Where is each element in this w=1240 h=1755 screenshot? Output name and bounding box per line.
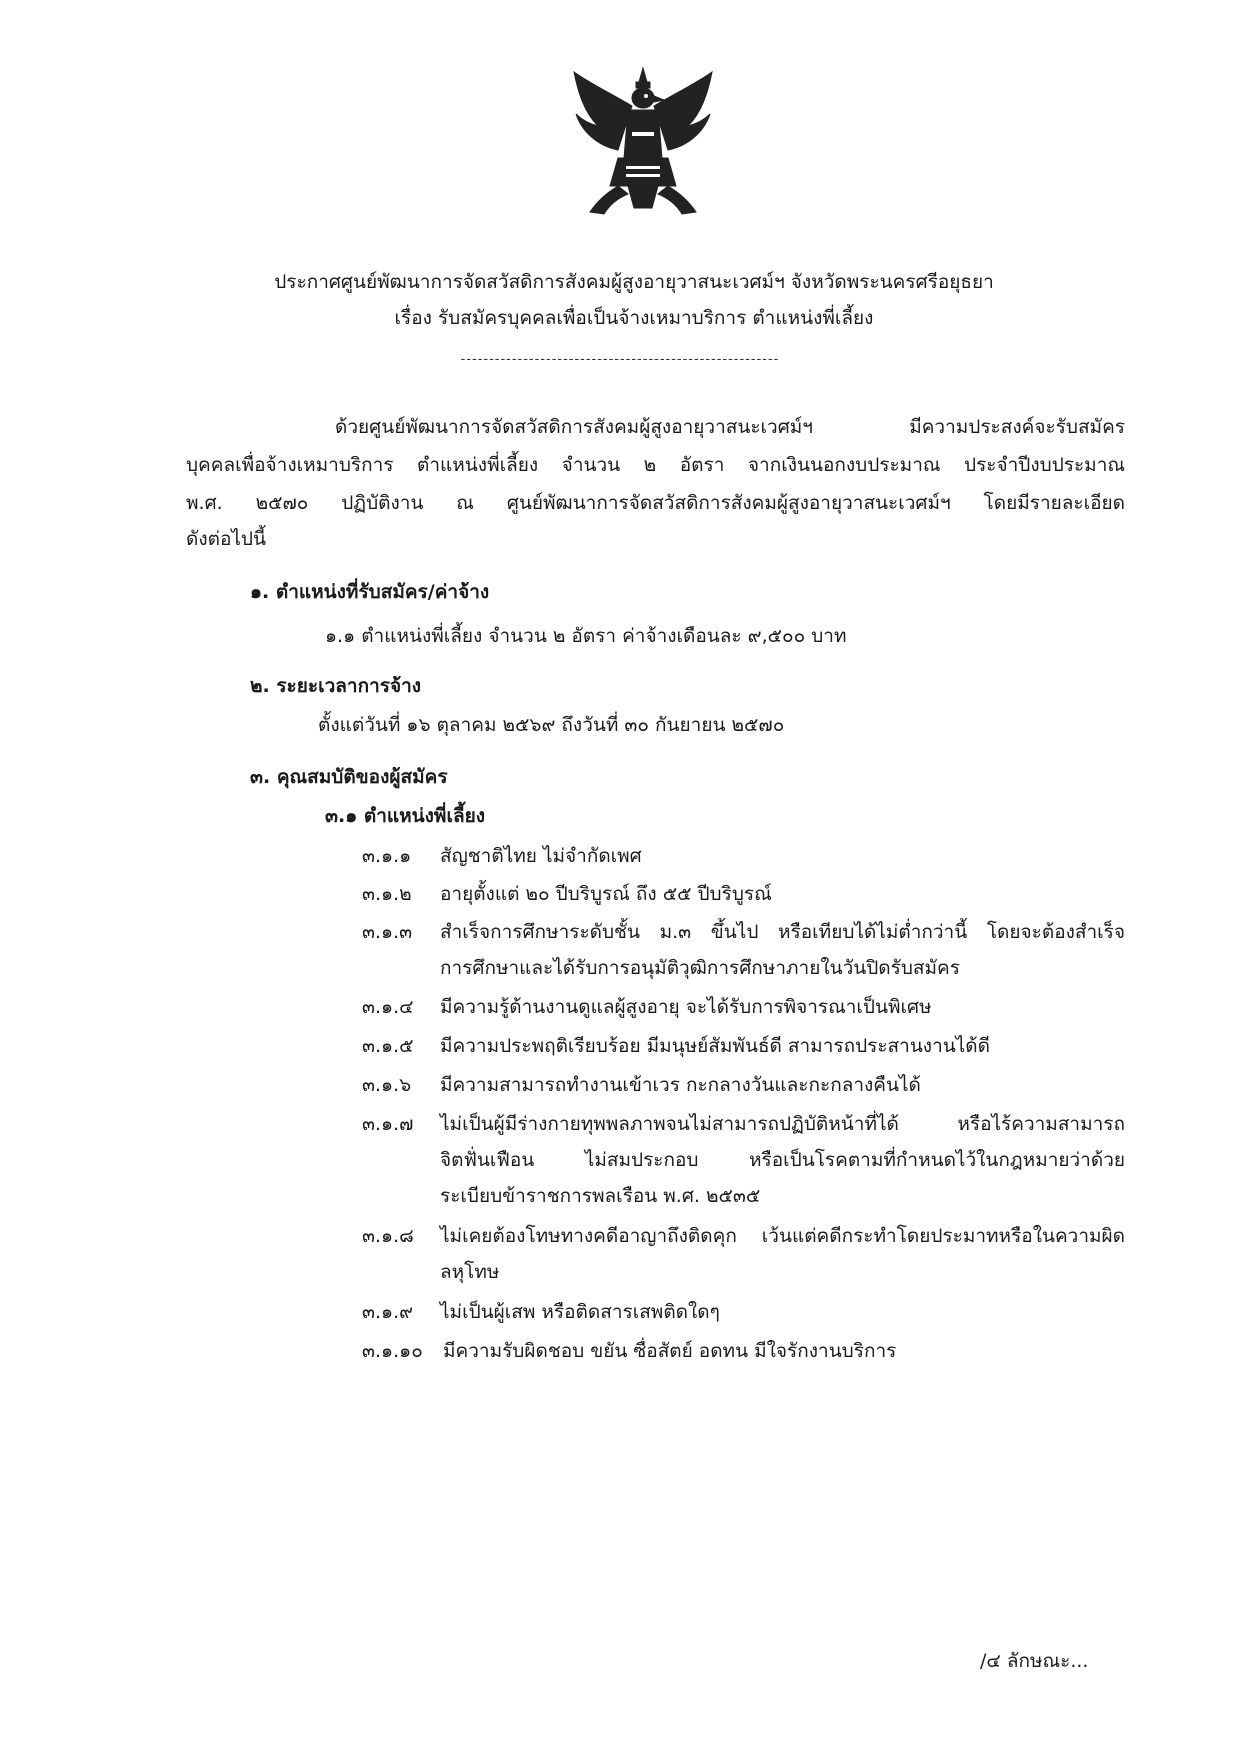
qualification-number: ๓.๑.๓ [362,921,413,943]
qualification-text: ไม่เป็นผู้เสพ หรือติดสารเสพติดใดๆ [440,1301,720,1323]
qualification-text-continued: การศึกษาและได้รับการอนุมัติวุฒิการศึกษาภายในวันปิดรับสมัคร [440,957,960,979]
qualification-number: ๓.๑.๒ [362,883,412,905]
qualification-text-continued: จิตฟั่นเฟือน ไม่สมประกอบ หรือเป็นโรคตามที่กำหนดไว้ในกฎหมายว่าด้วย [440,1149,1125,1171]
intro-line-2: บุคคลเพื่อจ้างเหมาบริการ ตำแหน่งพี่เลี้ยง จำนวน ๒ อัตรา จากเงินนอกงบประมาณ ประจำปีงบประมาณ [186,454,1125,476]
section-2-heading: ๒. ระยะเวลาการจ้าง [250,675,422,697]
qualification-number: ๓.๑.๑๐ [362,1340,423,1362]
section-1-item: ๑.๑ ตำแหน่งพี่เลี้ยง จำนวน ๒ อัตรา ค่าจ้างเดือนละ ๙,๕๐๐ บาท [325,625,847,647]
qualification-text: สำเร็จการศึกษาระดับชั้น ม.๓ ขึ้นไป หรือเทียบได้ไม่ต่ำกว่านี้ โดยจะต้องสำเร็จ [440,921,1125,943]
intro-line-1: ด้วยศูนย์พัฒนาการจัดสวัสดิการสังคมผู้สูงอายุวาสนะเวศม์ฯ มีความประสงค์จะรับสมัคร [335,416,1125,438]
qualification-number: ๓.๑.๖ [362,1074,412,1096]
announcement-title: ประกาศศูนย์พัฒนาการจัดสวัสดิการสังคมผู้สูงอายุวาสนะเวศม์ฯ จังหวัดพระนครศรีอยุธยา [274,271,994,293]
qualification-number: ๓.๑.๑ [362,845,412,867]
qualification-number: ๓.๑.๕ [362,1035,414,1057]
qualification-text: มีความรับผิดชอบ ขยัน ซื่อสัตย์ อดทน มีใจรักงานบริการ [443,1340,897,1362]
section-1-heading: ๑. ตำแหน่งที่รับสมัคร/ค่าจ้าง [250,581,490,603]
section-3-heading: ๓. คุณสมบัติของผู้สมัคร [250,766,448,788]
qualification-text: ไม่เป็นผู้มีร่างกายทุพพลภาพจนไม่สามารถปฏิบัติหน้าที่ได้ หรือไร้ความสามารถ [440,1113,1125,1135]
qualification-text: มีความประพฤติเรียบร้อย มีมนุษย์สัมพันธ์ดี สามารถประสานงานได้ดี [440,1035,990,1057]
qualification-number: ๓.๑.๙ [362,1301,414,1323]
announcement-subject: เรื่อง รับสมัครบุคคลเพื่อเป็นจ้างเหมาบริการ ตำแหน่งพี่เลี้ยง [394,307,874,329]
qualification-text-continued: ระเบียบข้าราชการพลเรือน พ.ศ. ๒๕๓๕ [440,1185,761,1207]
qualification-text: อายุตั้งแต่ ๒๐ ปีบริบูรณ์ ถึง ๕๕ ปีบริบูรณ์ [440,883,772,905]
qualification-number: ๓.๑.๗ [362,1113,414,1135]
garuda-emblem-icon [568,62,718,222]
qualification-number: ๓.๑.๔ [362,996,414,1018]
continuation-marker: /๔ ลักษณะ... [980,1650,1089,1672]
qualification-number: ๓.๑.๘ [362,1225,414,1247]
section-2-item: ตั้งแต่วันที่ ๑๖ ตุลาคม ๒๕๖๙ ถึงวันที่ ๓๐ กันยายน ๒๕๗๐ [318,714,785,736]
qualification-text: สัญชาติไทย ไม่จำกัดเพศ [440,845,642,867]
qualification-text: มีความสามารถทำงานเข้าเวร กะกลางวันและกะกลางคืนได้ [440,1074,921,1096]
intro-line-3: พ.ศ. ๒๕๗๐ ปฏิบัติงาน ณ ศูนย์พัฒนาการจัดสวัสดิการสังคมผู้สูงอายุวาสนะเวศม์ฯ โดยมีรายละเอียด [186,492,1125,514]
intro-line-4: ดังต่อไปนี้ [186,528,266,550]
section-3-subheading: ๓.๑ ตำแหน่งพี่เลี้ยง [325,805,485,827]
qualification-text: มีความรู้ด้านงานดูแลผู้สูงอายุ จะได้รับการพิจารณาเป็นพิเศษ [440,996,932,1018]
qualification-text-continued: ลหุโทษ [440,1261,500,1283]
header-divider: -------------------------------------------------------- [460,352,780,367]
qualification-text: ไม่เคยต้องโทษทางคดีอาญาถึงติดคุก เว้นแต่คดีกระทำโดยประมาทหรือในความผิด [440,1225,1125,1247]
